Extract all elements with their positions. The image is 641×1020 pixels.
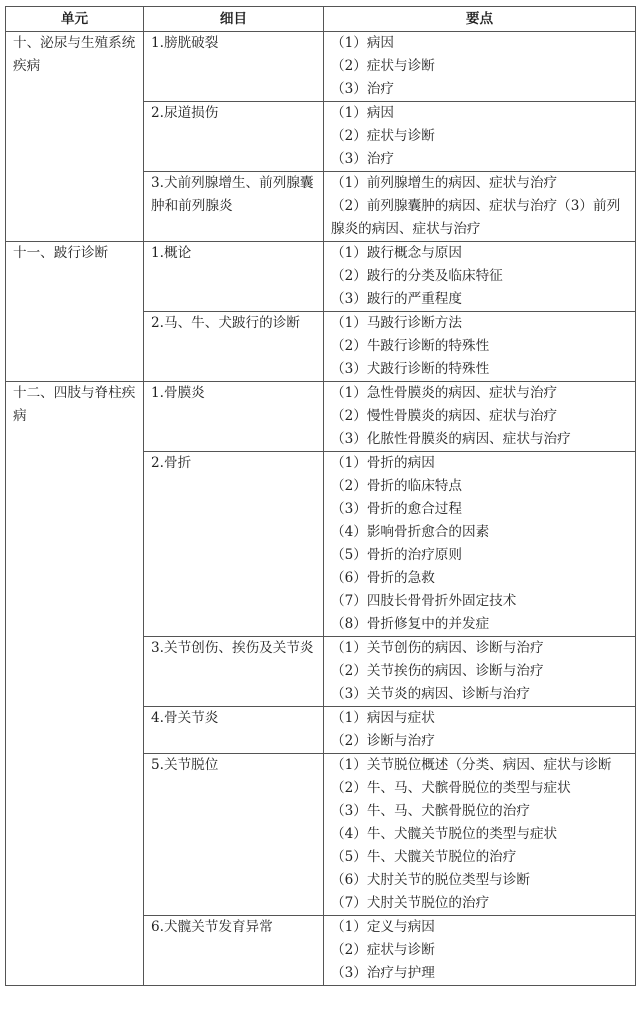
point-item: （1）病因 xyxy=(331,35,395,51)
point-item: （3）犬跛行诊断的特殊性 xyxy=(331,361,490,377)
point-item: （4）牛、犬髋关节脱位的类型与症状 xyxy=(331,826,558,842)
point-item: （2）跛行的分类及临床特征 xyxy=(331,268,503,284)
point-item: （1）马跛行诊断方法 xyxy=(331,315,462,331)
point-item: （3）治疗 xyxy=(331,81,395,97)
detail-title: 4.骨关节炎 xyxy=(144,707,324,754)
header-points: 要点 xyxy=(324,7,636,32)
detail-title: 6.犬髋关节发育异常 xyxy=(144,916,324,986)
point-item: （5）牛、犬髋关节脱位的治疗 xyxy=(331,849,517,865)
point-item: （4）影响骨折愈合的因素 xyxy=(331,524,490,540)
points-cell xyxy=(324,916,636,986)
point-item: （5）骨折的治疗原则 xyxy=(331,547,462,563)
points-cell xyxy=(324,637,636,707)
points-cell xyxy=(324,382,636,452)
point-item: （3）骨折的愈合过程 xyxy=(331,501,462,517)
point-item: （1）骨折的病因 xyxy=(331,455,435,471)
points-cell xyxy=(324,242,636,312)
points-cell xyxy=(324,312,636,382)
point-item: （1）前列腺增生的病因、症状与治疗 xyxy=(331,175,558,191)
points-cell xyxy=(324,172,636,242)
detail-title: 2.马、牛、犬跛行的诊断 xyxy=(144,312,324,382)
detail-title: 3.关节创伤、挨伤及关节炎 xyxy=(144,637,324,707)
point-item: （3）治疗与护理 xyxy=(331,965,435,981)
point-item: （3）治疗 xyxy=(331,151,395,167)
point-item: （3）跛行的严重程度 xyxy=(331,291,462,307)
point-item: （2）骨折的临床特点 xyxy=(331,478,462,494)
points-cell xyxy=(324,754,636,916)
point-item: （1）病因与症状 xyxy=(331,710,435,726)
detail-title: 1.概论 xyxy=(144,242,324,312)
table-row xyxy=(6,32,636,102)
detail-title: 1.骨膜炎 xyxy=(144,382,324,452)
point-item: （8）骨折修复中的并发症 xyxy=(331,616,490,632)
detail-title: 3.犬前列腺增生、前列腺囊肿和前列腺炎 xyxy=(144,172,324,242)
header-row xyxy=(6,7,636,32)
points-cell xyxy=(324,452,636,637)
unit-name: 十二、四肢与脊柱疾病 xyxy=(6,382,144,986)
point-item: （3）牛、马、犬髌骨脱位的治疗 xyxy=(331,803,530,819)
point-item: （2）前列腺囊肿的病因、症状与治疗（3）前列腺炎的病因、症状与治疗 xyxy=(331,198,621,237)
point-item: （1）关节脱位概述（分类、病因、症状与诊断 xyxy=(331,757,612,773)
point-item: （2）症状与诊断 xyxy=(331,942,435,958)
detail-title: 5.关节脱位 xyxy=(144,754,324,916)
table-row xyxy=(6,242,636,312)
syllabus-table xyxy=(5,6,636,986)
point-item: （6）犬肘关节的脱位类型与诊断 xyxy=(331,872,530,888)
point-item: （1）急性骨膜炎的病因、症状与治疗 xyxy=(331,385,558,401)
point-item: （2）症状与诊断 xyxy=(331,128,435,144)
point-item: （1）关节创伤的病因、诊断与治疗 xyxy=(331,640,544,656)
points-cell xyxy=(324,707,636,754)
point-item: （3）关节炎的病因、诊断与治疗 xyxy=(331,686,530,702)
point-item: （2）诊断与治疗 xyxy=(331,733,435,749)
point-item: （7）四肢长骨骨折外固定技术 xyxy=(331,593,517,609)
detail-title: 2.尿道损伤 xyxy=(144,102,324,172)
detail-title: 2.骨折 xyxy=(144,452,324,637)
detail-title: 1.膀胱破裂 xyxy=(144,32,324,102)
point-item: （2）症状与诊断 xyxy=(331,58,435,74)
header-detail: 细目 xyxy=(144,7,324,32)
point-item: （1）病因 xyxy=(331,105,395,121)
points-cell xyxy=(324,102,636,172)
point-item: （1）定义与病因 xyxy=(331,919,435,935)
unit-name: 十一、跛行诊断 xyxy=(6,242,144,382)
point-item: （2）关节挨伤的病因、诊断与治疗 xyxy=(331,663,544,679)
point-item: （7）犬肘关节脱位的治疗 xyxy=(331,895,490,911)
points-cell xyxy=(324,32,636,102)
table-row xyxy=(6,382,636,452)
syllabus-body xyxy=(6,32,636,986)
point-item: （2）牛、马、犬髌骨脱位的类型与症状 xyxy=(331,780,571,796)
point-item: （6）骨折的急救 xyxy=(331,570,435,586)
point-item: （1）跛行概念与原因 xyxy=(331,245,462,261)
point-item: （2）慢性骨膜炎的病因、症状与治疗 xyxy=(331,408,558,424)
point-item: （2）牛跛行诊断的特殊性 xyxy=(331,338,490,354)
unit-name: 十、泌尿与生殖系统疾病 xyxy=(6,32,144,242)
header-unit: 单元 xyxy=(6,7,144,32)
point-item: （3）化脓性骨膜炎的病因、症状与治疗 xyxy=(331,431,571,447)
